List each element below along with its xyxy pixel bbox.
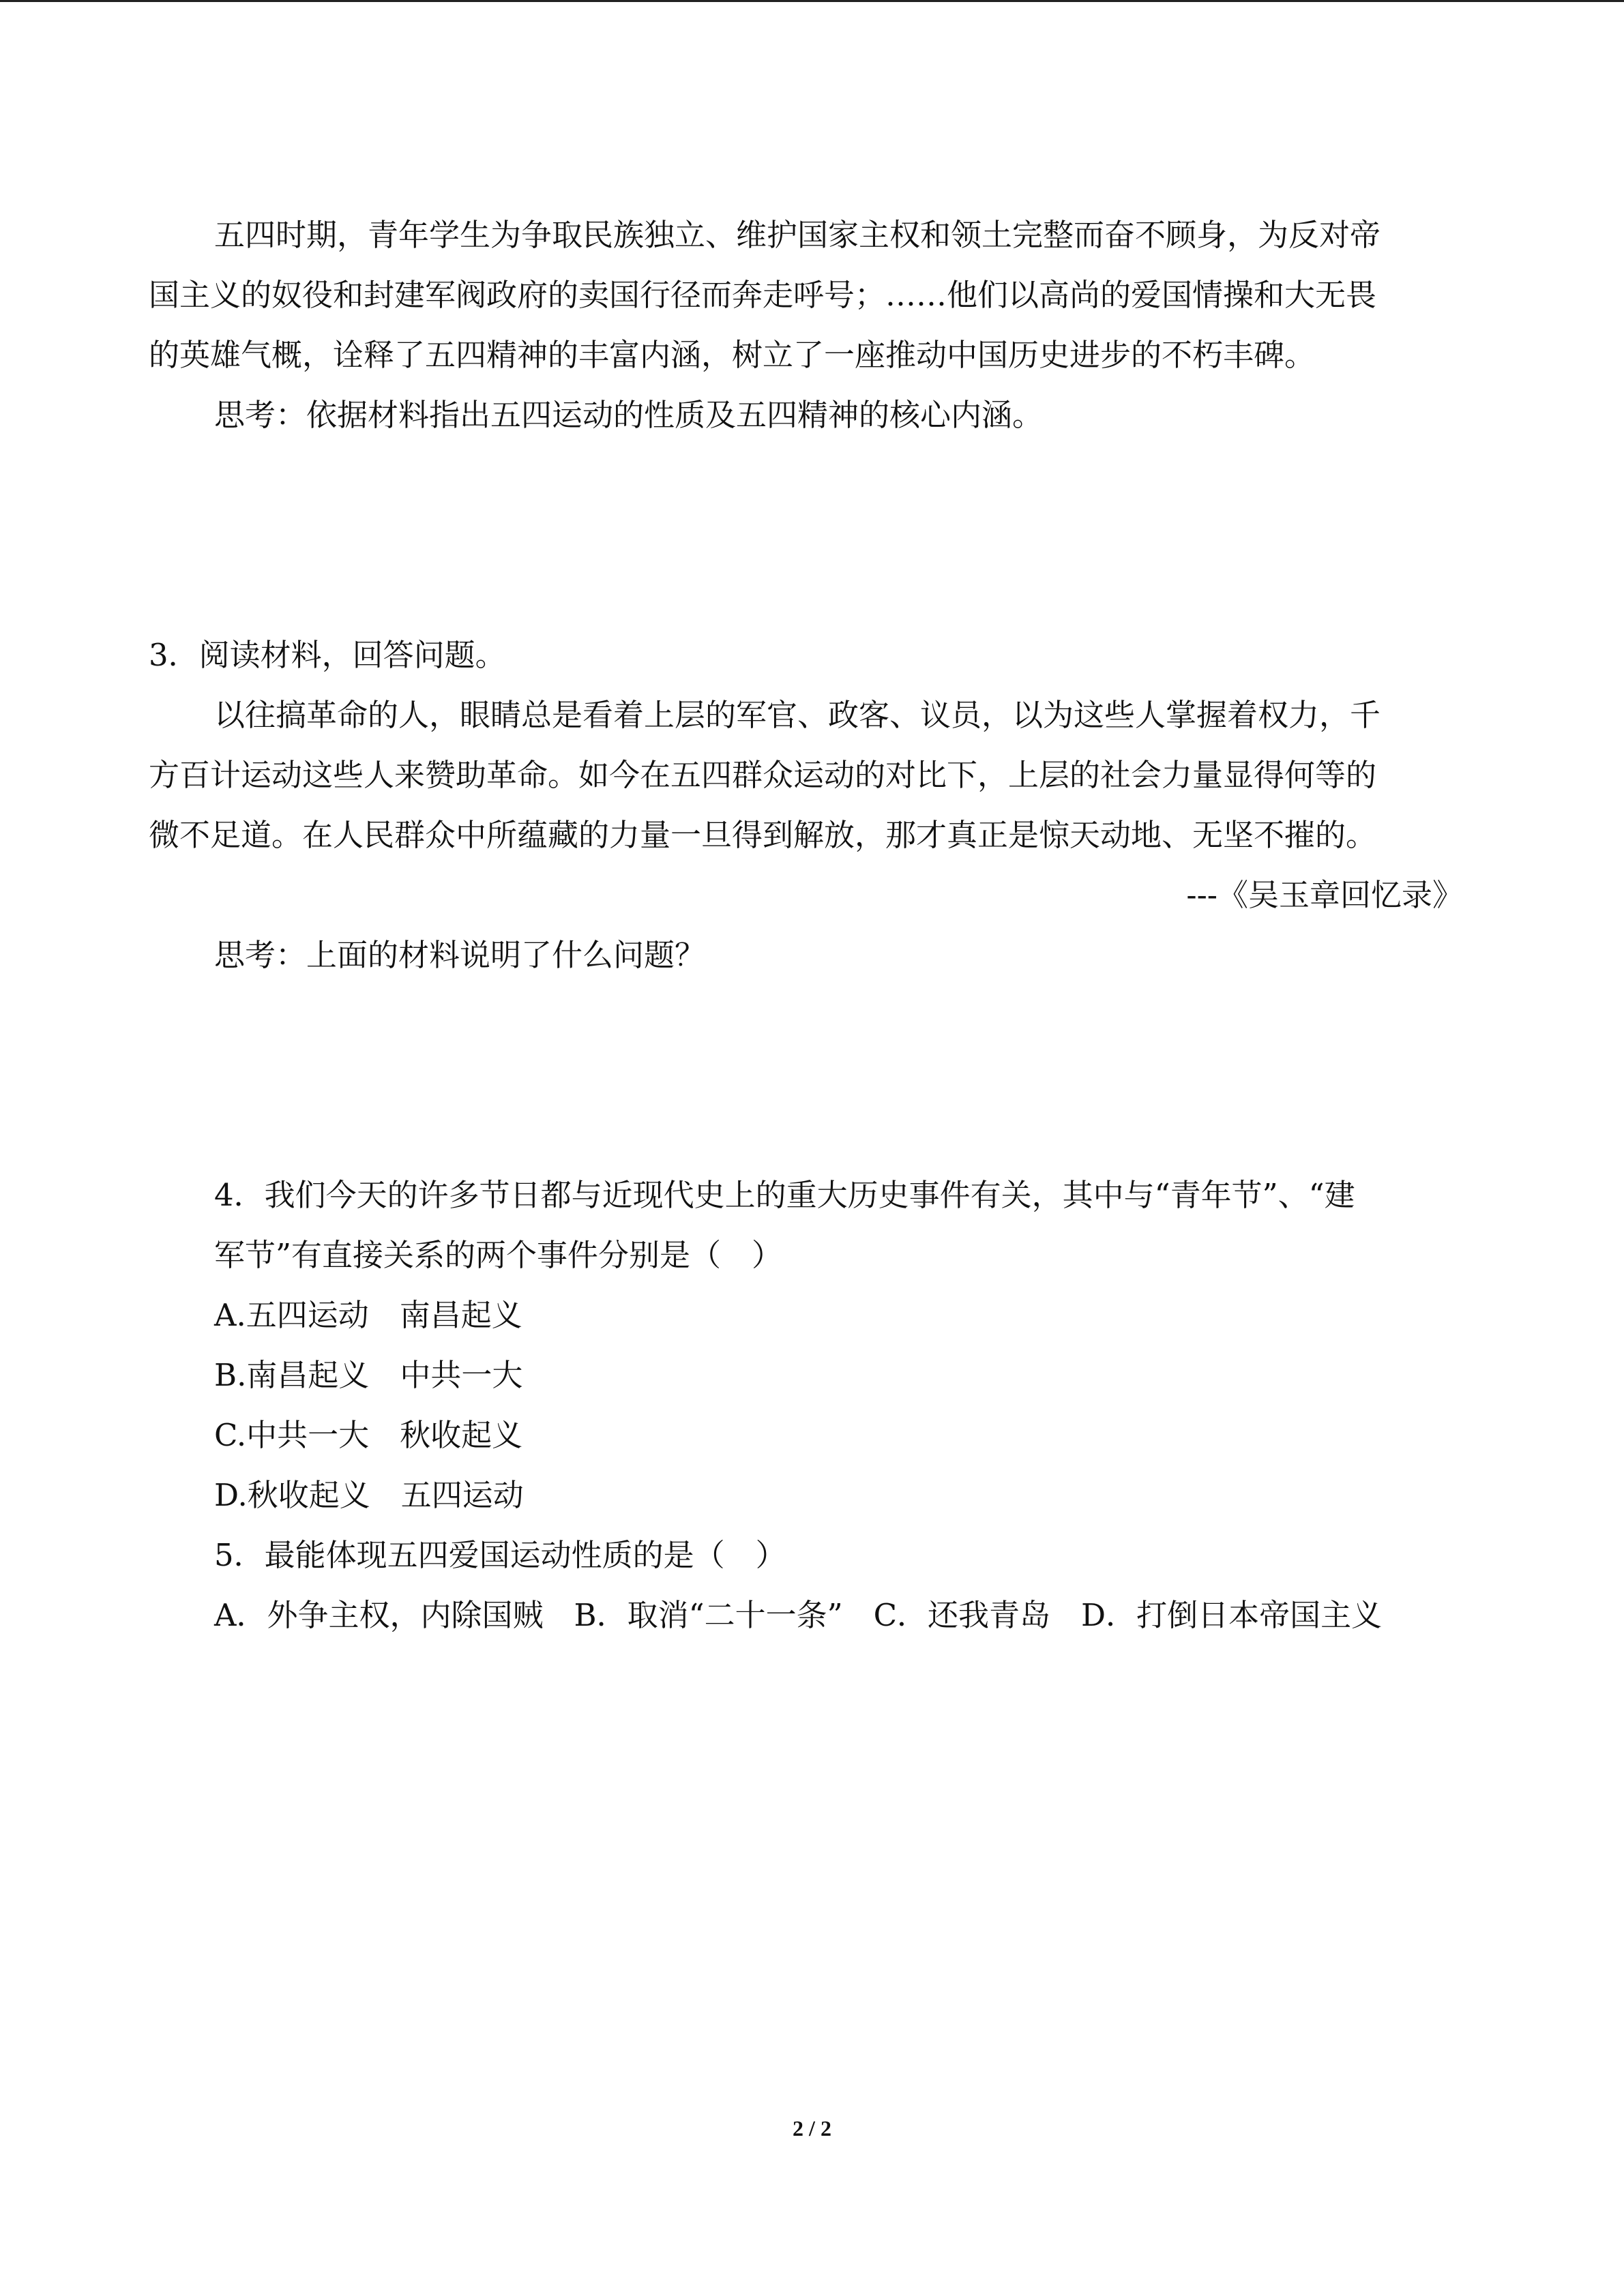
passage-2-line-2: 国主义的奴役和封建军阀政府的卖国行径而奔走呼号；……他们以高尚的爱国情操和大无畏 (149, 277, 1377, 313)
passage-2-question: 思考：依据材料指出五四运动的性质及五四精神的核心内涵。 (214, 397, 1044, 433)
question-4-option-c: C.中共一大 秋收起义 (214, 1417, 523, 1453)
question-4-stem-line-1: 4．我们今天的许多节日都与近现代史上的重大历史事件有关，其中与“青年节”、“建 (214, 1177, 1355, 1213)
question-3-heading: 3．阅读材料，回答问题。 (149, 637, 506, 673)
question-3-material-line-2: 方百计运动这些人来赞助革命。如今在五四群众运动的对比下，上层的社会力量显得何等的 (149, 757, 1377, 793)
question-5-options: A．外争主权，内除国贼 B．取消“二十一条” C．还我青岛 D．打倒日本帝国主义 (214, 1597, 1383, 1633)
passage-2-line-3: 的英雄气概，诠释了五四精神的丰富内涵，树立了一座推动中国历史进步的不朽丰碑。 (149, 337, 1316, 373)
question-3-material-line-1: 以往搞革命的人，眼睛总是看着上层的军官、政客、议员，以为这些人掌握着权力，千 (214, 697, 1381, 733)
passage-2-line-1: 五四时期，青年学生为争取民族独立、维护国家主权和领土完整而奋不顾身，为反对帝 (214, 217, 1381, 253)
question-3-material-line-3: 微不足道。在人民群众中所蕴藏的力量一旦得到解放，那才真正是惊天动地、无坚不摧的。 (149, 817, 1377, 853)
question-5-stem: 5．最能体现五四爱国运动性质的是（ ） (214, 1537, 786, 1573)
question-4-option-a: A.五四运动 南昌起义 (214, 1297, 522, 1333)
page-top-border (0, 0, 1624, 2)
question-3-source: ---《吴玉章回忆录》 (1186, 877, 1463, 913)
page-number: 2 / 2 (793, 2116, 831, 2141)
question-4-option-d: D.秋收起义 五四运动 (214, 1477, 524, 1513)
question-3-question: 思考：上面的材料说明了什么问题？ (214, 937, 706, 973)
question-4-option-b: B.南昌起义 中共一大 (214, 1357, 523, 1393)
question-4-stem-line-2: 军节”有直接关系的两个事件分别是（ ） (214, 1237, 783, 1273)
